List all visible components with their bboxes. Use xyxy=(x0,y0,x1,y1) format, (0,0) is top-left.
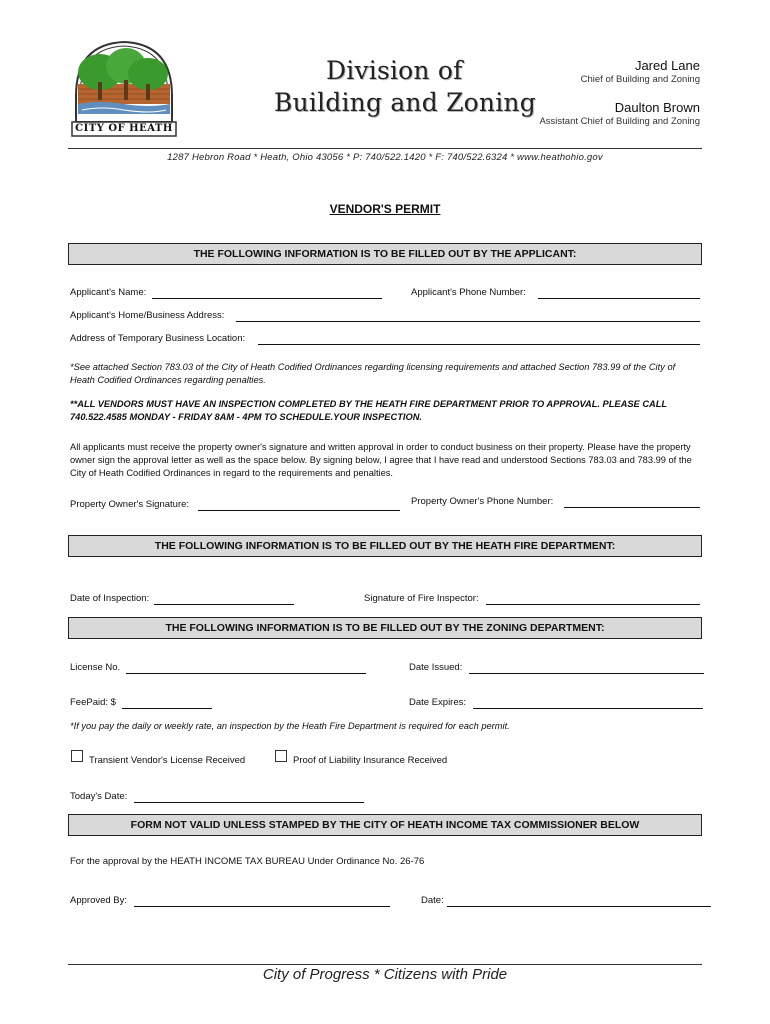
fire-inspector-signature-field[interactable] xyxy=(486,604,700,605)
fee-paid-label: FeePaid: $ xyxy=(70,697,116,708)
todays-date-label: Today's Date: xyxy=(70,791,128,802)
date-expires-field[interactable] xyxy=(473,708,703,709)
temp-address-label: Address of Temporary Business Location: xyxy=(70,333,246,344)
applicant-section-heading: THE FOLLOWING INFORMATION IS TO BE FILLED OUT BY THE APPLICANT: xyxy=(68,243,702,265)
owner-phone-label: Property Owner's Phone Number: xyxy=(411,496,554,507)
inspection-note: **ALL VENDORS MUST HAVE AN INSPECTION COMPLETED BY THE HEATH FIRE DEPARTMENT PRIOR TO APPROVAL. PLEASE CALL 740.522.4585 MONDAY - FRIDAY 8AM - 4PM TO SCHEDULE.YOUR INSPECTION. xyxy=(70,399,667,422)
fire-inspector-signature-label: Signature of Fire Inspector: xyxy=(364,593,479,604)
date-inspection-field[interactable] xyxy=(154,604,294,605)
applicant-name-field[interactable] xyxy=(152,298,382,299)
date-expires-label: Date Expires: xyxy=(409,697,467,708)
fee-paid-field[interactable] xyxy=(122,708,212,709)
address-line: 1287 Hebron Road * Heath, Ohio 43056 * P: 740/522.1420 * F: 740/522.6324 * www.heathohio.gov xyxy=(167,152,603,163)
date-issued-label: Date Issued: xyxy=(409,662,463,673)
owner-phone-field[interactable] xyxy=(564,507,700,508)
approved-by-label: Approved By: xyxy=(70,895,128,906)
staff-name-1: Jared Lane xyxy=(634,58,700,73)
title-line-1: Division of xyxy=(326,56,463,85)
temp-address-field[interactable] xyxy=(258,344,700,345)
transient-license-label: Transient Vendor's License Received xyxy=(89,755,246,766)
tax-section-heading: FORM NOT VALID UNLESS STAMPED BY THE CITY OF HEATH INCOME TAX COMMISSIONER BELOW xyxy=(68,814,702,836)
tax-date-label: Date: xyxy=(421,895,444,906)
owner-approval-note: All applicants must receive the property owner's signature and written approval in order to conduct business on their property. Please have the property owner sign the approval letter as well as the space below. By signing below, I agree that I have read and understood Sections 783.03 and 783.99 of the City of Heath Codified Ordinances in regard to the requirements and penalties. xyxy=(70,442,692,478)
title-line-2: Building and Zoning xyxy=(274,88,536,117)
city-of-heath-logo xyxy=(68,38,180,138)
daily-rate-note: *If you pay the daily or weekly rate, an inspection by the Heath Fire Department is required for each permit. xyxy=(70,721,510,731)
liability-insurance-checkbox[interactable] xyxy=(275,750,287,762)
header-divider xyxy=(68,148,702,149)
applicant-name-label: Applicant's Name: xyxy=(70,287,147,298)
date-inspection-label: Date of Inspection: xyxy=(70,593,150,604)
applicant-phone-label: Applicant's Phone Number: xyxy=(411,287,526,298)
logo-banner-text: CITY OF HEATH xyxy=(75,123,173,134)
document-title: VENDOR'S PERMIT xyxy=(329,202,441,216)
tax-date-field[interactable] xyxy=(447,906,711,907)
date-issued-field[interactable] xyxy=(469,673,704,674)
license-no-field[interactable] xyxy=(126,673,366,674)
owner-signature-label: Property Owner's Signature: xyxy=(70,499,190,510)
footer-motto: City of Progress * Citizens with Pride xyxy=(262,966,508,983)
applicant-phone-field[interactable] xyxy=(538,298,700,299)
todays-date-field[interactable] xyxy=(134,802,364,803)
staff-name-2: Daulton Brown xyxy=(614,100,700,115)
home-address-field[interactable] xyxy=(236,321,700,322)
footer-divider xyxy=(68,964,702,965)
fire-section-heading: THE FOLLOWING INFORMATION IS TO BE FILLED OUT BY THE HEATH FIRE DEPARTMENT: xyxy=(68,535,702,557)
sections-note: *See attached Section 783.03 of the City of Heath Codified Ordinances regarding licensing requirements and attached Section 783.99 of the City of Heath Codified Ordinances regarding penalties. xyxy=(70,362,676,385)
zoning-section-heading: THE FOLLOWING INFORMATION IS TO BE FILLED OUT BY THE ZONING DEPARTMENT: xyxy=(68,617,702,639)
staff-role-1: Chief of Building and Zoning xyxy=(580,74,700,85)
home-address-label: Applicant's Home/Business Address: xyxy=(70,310,225,321)
license-no-label: License No. xyxy=(70,662,121,673)
tax-approval-text: For the approval by the HEATH INCOME TAX BUREAU Under Ordinance No. 26-76 xyxy=(70,856,425,867)
owner-signature-field[interactable] xyxy=(198,510,400,511)
liability-insurance-label: Proof of Liability Insurance Received xyxy=(293,755,448,766)
staff-role-2: Assistant Chief of Building and Zoning xyxy=(539,116,700,127)
transient-license-checkbox[interactable] xyxy=(71,750,83,762)
approved-by-field[interactable] xyxy=(134,906,390,907)
